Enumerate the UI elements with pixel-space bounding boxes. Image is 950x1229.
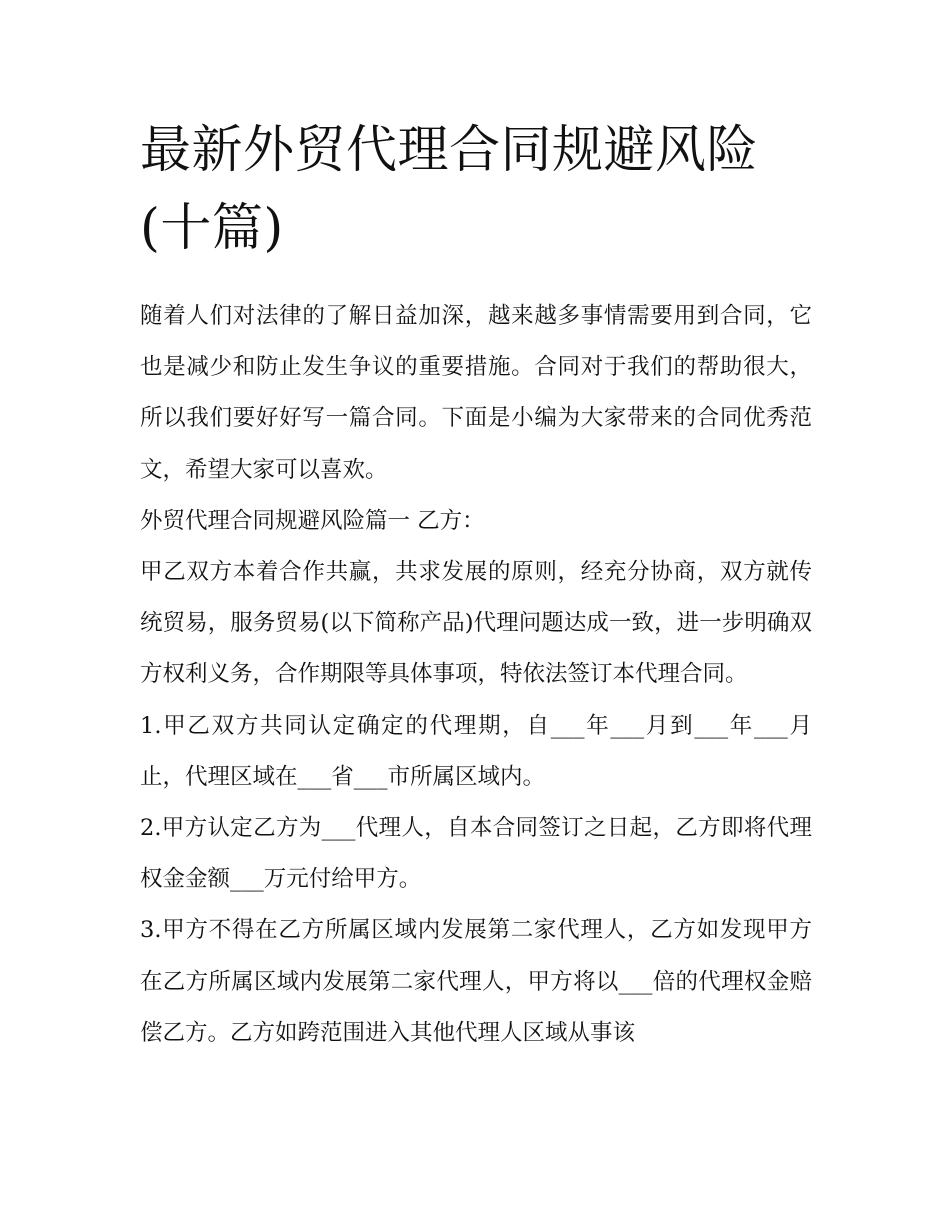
clause-3: 3.甲方不得在乙方所属区域内发展第二家代理人，乙方如发现甲方在乙方所属区域内发展第二家代理人，甲方将以___倍的代理权金赔偿乙方。乙方如跨范围进入其他代理人区域从事该: [140, 917, 812, 1046]
document-title: 最新外贸代理合同规避风险(十篇): [140, 121, 759, 258]
document-page: [140, 112, 812, 1059]
preamble-paragraph: 甲乙双方本着合作共赢，共求发展的原则，经充分协商，双方就传统贸易，服务贸易(以下简称产品)代理问题达成一致，进一步明确双方权利义务，合作期限等具体事项，特依法签订本代理合同。: [140, 559, 812, 688]
clause-2: 2.甲方认定乙方为___代理人，自本合同签订之日起，乙方即将代理权金金额___万元付给甲方。: [140, 815, 812, 893]
document-body: [140, 291, 812, 1059]
clause-1: 1.甲乙双方共同认定确定的代理期，自___年___月到___年___月止，代理区域在___省___市所属区域内。: [140, 712, 812, 790]
intro-paragraph: 随着人们对法律的了解日益加深，越来越多事情需要用到合同，它也是减少和防止发生争议的重要措施。合同对于我们的帮助很大，所以我们要好好写一篇合同。下面是小编为大家带来的合同优秀范文，希望大家可以喜欢。: [140, 303, 812, 483]
section-heading: 外贸代理合同规避风险篇一 乙方：: [140, 507, 485, 534]
